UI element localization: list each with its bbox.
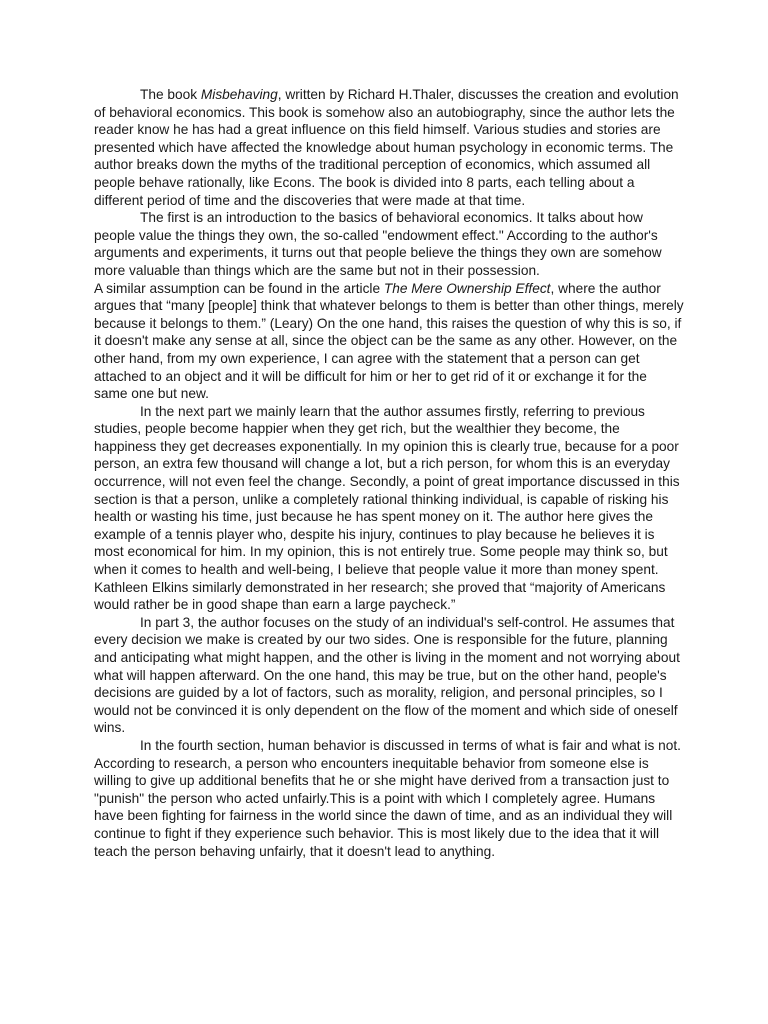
paragraph-intro [94, 86, 684, 209]
paragraph-mere-ownership-text-b: , where the author argues that “many [people] think that whatever belongs to them is better than other things, merely because it belongs to them.” (Leary) On the one hand, this raises the question of why this is so, if it doesn't make any sense at all, since the object can be the same as any other. However, on the other hand, from my own experience, I can agree with the statement that a person can get attached to an object and it will be difficult for him or her to get rid of it or exchange it for the same one but new. [94, 280, 684, 402]
paragraph-mere-ownership-text-a: A similar assumption can be found in the article [94, 280, 384, 296]
paragraph-part-four: In the fourth section, human behavior is discussed in terms of what is fair and what is not. According to research, a person who encounters inequitable behavior from someone else is willing to give up additional benefits that he or she might have derived from a transaction just to "punish" the person who acted unfairly.This is a point with which I completely agree. Humans have been fighting for fairness in the world since the dawn of time, and as an individual they will continue to fight if they experience such behavior. This is most likely due to the idea that it will teach the person behaving unfairly, that it doesn't lead to anything. [94, 737, 681, 859]
article-title-mere-ownership: The Mere Ownership Effect [383, 280, 551, 296]
paragraph-mere-ownership [94, 280, 684, 403]
book-title-misbehaving: Misbehaving [200, 87, 278, 102]
document-body [94, 86, 684, 860]
paragraph-part-two: In the next part we mainly learn that the author assumes firstly, referring to previous studies, people become happier when they get rich, but the wealthier they become, the happiness they get decreases exponentially. In my opinion this is clearly true, because for a poor person, an extra few thousand will change a lot, but a rich person, for whom this is an everyday occurrence, will not even feel the change. Secondly, a point of great importance discussed in this section is that a person, unlike a completely rational thinking individual, is capable of risking his health or wasting his time, just because he has spent money on it. The author here gives the example of a tennis player who, despite his injury, continues to play because he believes it is most economical for him. In my opinion, this is not entirely true. Some people may think so, but when it comes to health and well-being, I believe that people value it more than money spent. Kathleen Elkins similarly demonstrated in her research; she proved that “majority of Americans would rather be in good shape than earn a large paycheck.” [94, 403, 680, 613]
paragraph-endowment-effect: The first is an introduction to the basics of behavioral economics. It talks about how people value the things they own, the so-called "endowment effect." According to the author's arguments and experiments, it turns out that people believe the things they own are somehow more valuable than things which are the same but not in their possession. [94, 210, 662, 278]
paragraph-part-three: In part 3, the author focuses on the study of an individual's self-control. He assumes that every decision we make is created by our two sides. One is responsible for the future, planning and anticipating what might happen, and the other is living in the moment and not worrying about what will happen afterward. On the one hand, this may be true, but on the other hand, people's decisions are guided by a lot of factors, such as morality, religion, and personal principles, so I would not be convinced it is only dependent on the flow of the moment and which side of oneself wins. [94, 614, 680, 736]
paragraph-intro-text-b: , written by Richard H.Thaler, discusses the creation and evolution of behavioral economics. This book is somehow also an autobiography, since the author lets the reader know he has had a great influence on this field himself. Various studies and stories are presented which have affected the knowledge about human psychology in economic terms. The author breaks down the myths of the traditional perception of economics, which assumed all people behave rationally, like Econs. The book is divided into 8 parts, each telling about a different period of time and the discoveries that were made at that time. [94, 87, 679, 208]
paragraph-intro-text-a: The book [140, 87, 201, 102]
